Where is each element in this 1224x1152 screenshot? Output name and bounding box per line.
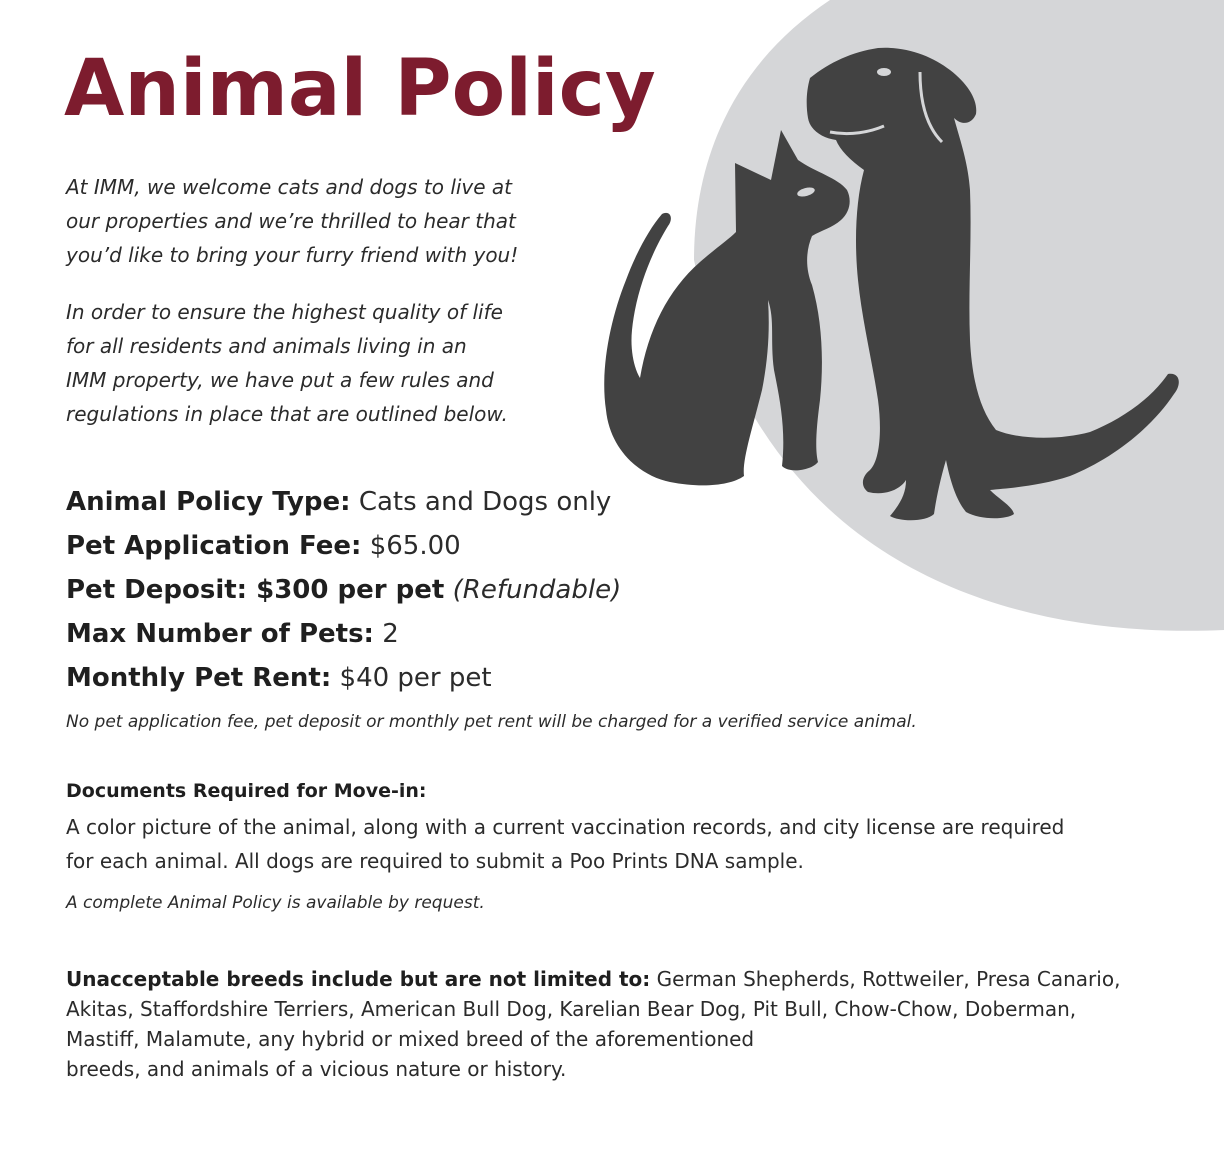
breeds-text: German Shepherds, Rottweiler, Presa Canario, (650, 967, 1121, 991)
fact-value: $65.00 (369, 531, 461, 561)
intro-line: IMM property, we have put a few rules and (66, 368, 494, 392)
fact-label: Animal Policy Type: (66, 487, 351, 517)
fact-label: Max Number of Pets: (66, 619, 374, 649)
fact-label: Pet Application Fee: (66, 531, 362, 561)
fact-note: (Refundable) (452, 575, 622, 605)
dog-eye (877, 68, 891, 76)
policy-fact-max-pets (66, 612, 621, 656)
policy-fact-application-fee (66, 524, 621, 568)
intro-line: In order to ensure the highest quality of life (66, 300, 503, 324)
availability-note: A complete Animal Policy is available by request. (66, 893, 485, 913)
documents-line: for each animal. All dogs are required to submit a Poo Prints DNA sample. (66, 849, 804, 873)
fact-label: Pet Deposit: $300 per pet (66, 575, 445, 605)
fact-label: Monthly Pet Rent: (66, 663, 332, 693)
service-animal-note: No pet application fee, pet deposit or monthly pet rent will be charged for a verified service animal. (66, 712, 917, 732)
documents-body (66, 810, 1166, 878)
breeds-line: breeds, and animals of a vicious nature or history. (66, 1057, 567, 1081)
fact-value: $40 per pet (339, 663, 492, 693)
breeds-line (66, 964, 1120, 994)
page-title: Animal Policy (64, 44, 656, 134)
breeds-line: Akitas, Staffordshire Terriers, American Bull Dog, Karelian Bear Dog, Pit Bull, Chow-Chow, Doberman, (66, 997, 1077, 1021)
intro-paragraph-welcome (66, 170, 518, 272)
unacceptable-breeds (66, 964, 1120, 1084)
intro-paragraph-rules (66, 295, 508, 431)
intro-line: you’d like to bring your furry friend with you! (66, 243, 519, 267)
intro-line: our properties and we’re thrilled to hear that (66, 209, 516, 233)
documents-line: A color picture of the animal, along with a current vaccination records, and city license are required (66, 815, 1065, 839)
breeds-line: Mastiff, Malamute, any hybrid or mixed breed of the aforementioned (66, 1027, 755, 1051)
fact-value: Cats and Dogs only (358, 487, 612, 517)
fact-value: 2 (382, 619, 399, 649)
policy-facts (66, 480, 621, 700)
intro-line: for all residents and animals living in an (66, 334, 467, 358)
policy-fact-monthly-rent (66, 656, 621, 700)
intro-line: regulations in place that are outlined below. (66, 402, 508, 426)
documents-heading: Documents Required for Move-in: (66, 780, 427, 802)
intro-line: At IMM, we welcome cats and dogs to live at (66, 175, 513, 199)
policy-fact-type (66, 480, 621, 524)
breeds-label: Unacceptable breeds include but are not limited to: (66, 967, 651, 991)
policy-fact-deposit (66, 568, 621, 612)
